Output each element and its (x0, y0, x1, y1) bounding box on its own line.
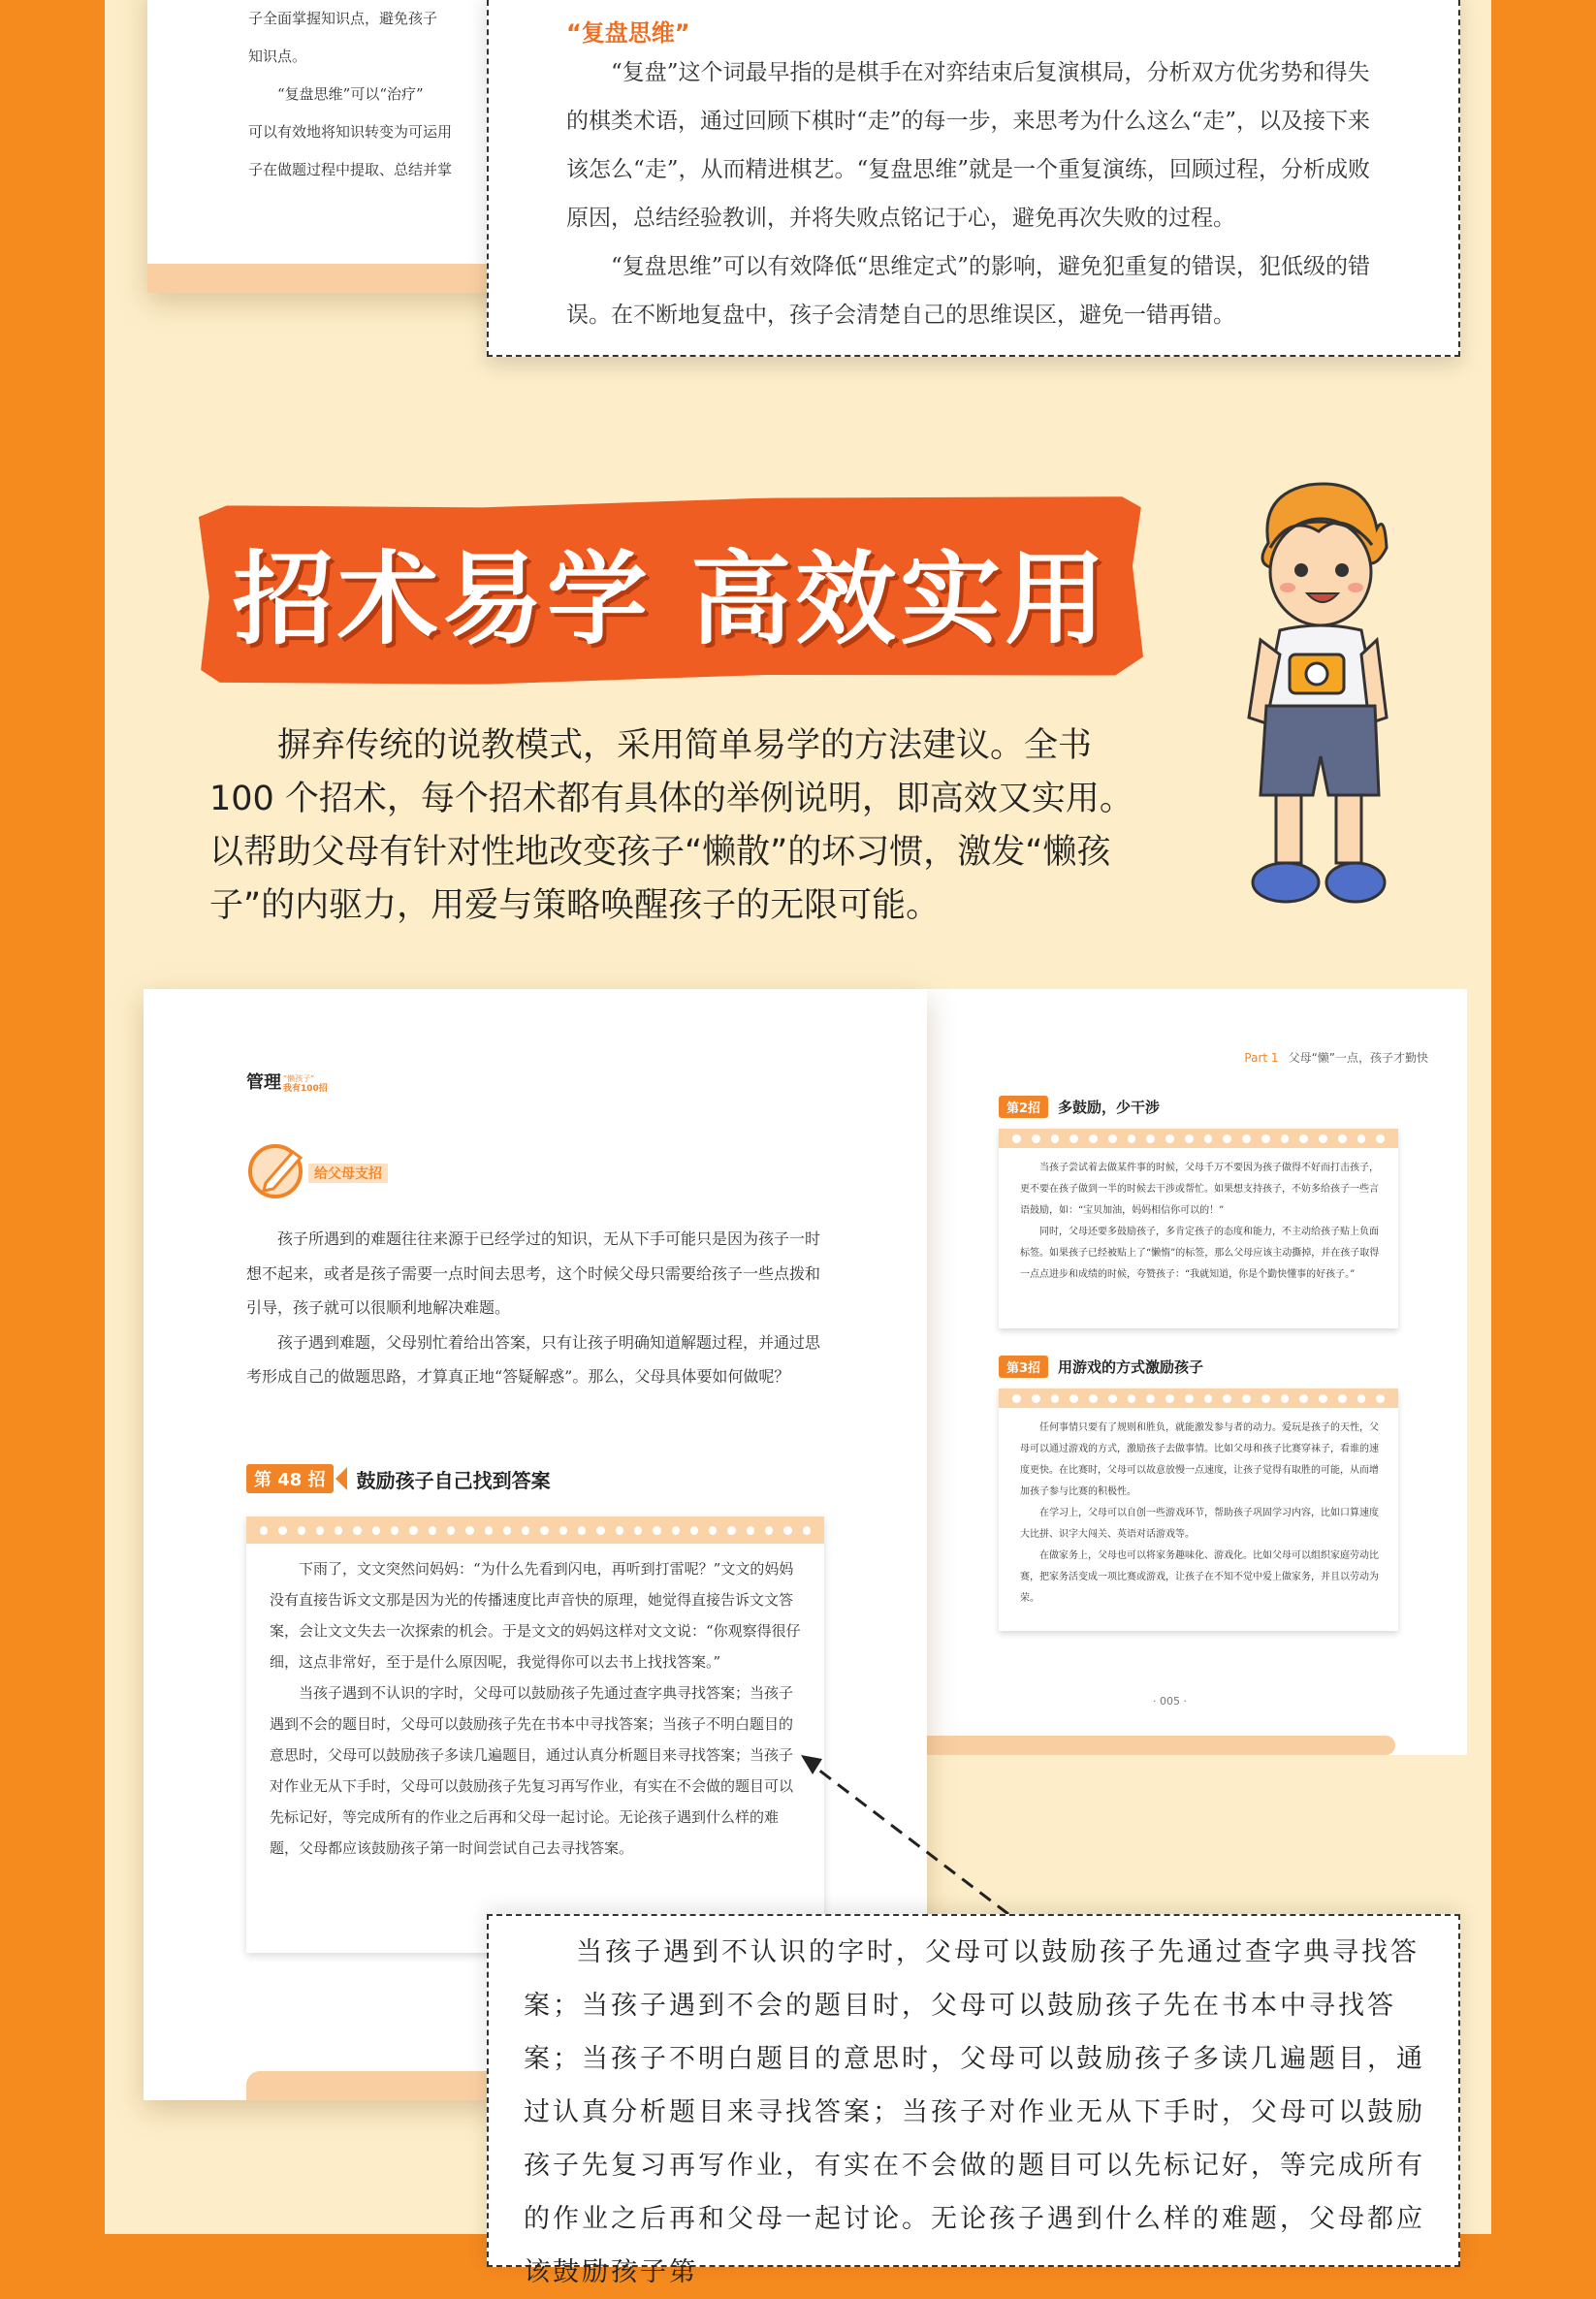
tip2-number: 第2招 (999, 1096, 1048, 1118)
feature-heading: 招术易学 高效实用 (232, 540, 1110, 658)
tip48-paragraph: 下雨了，文文突然问妈妈：“为什么先看到闪电，再听到打雷呢？”文文的妈妈没有直接告诉文文那是因为光的传播速度比声音快的原理，她觉得直接告诉文文答案，会让文文失去一次探索的机会。于是文文的妈妈这样对文文说：“你观察得很仔细，这点非常好，至于是什么原因呢，我觉得你可以去书上找找答案。” (270, 1560, 801, 1671)
callout-title: “复盘思维” (566, 19, 690, 47)
brand-small: “懒孩子” (283, 1074, 315, 1083)
section-badge-label: 给父母支招 (308, 1164, 388, 1183)
header-title: 父母“懒”一点，孩子才勤快 (1288, 1051, 1428, 1065)
intro-paragraph: 孩子所遇到的难题往往来源于已经学过的知识，无从下手可能只是因为孩子一时想不起来，或者是孩子需要一点时间去思考，这个时候父母只需要给孩子一些点拨和引导，孩子就可以很顺利地解决难题。 (246, 1229, 821, 1317)
left-page-line: 知识点。 (248, 48, 307, 65)
callout-paragraph: “复盘”这个词最早指的是棋手在对弈结束后复演棋局，分析双方优劣势和得失的棋类术语，通过回顾下棋时“走”的每一步，来思考为什么这么“走”，以及接下来该怎么“走”，从而精进棋艺。“复盘思维”就是一个重复演练，回顾过程，分析成败原因，总结经验教训，并将失败点铭记于心，避免再次失败的过程。 (566, 60, 1371, 231)
brand-sub: 我有100招 (283, 1084, 328, 1094)
tip3-paragraph: 任何事情只要有了规则和胜负，就能激发参与者的动力。爱玩是孩子的天性，父母可以通过游戏的方式，激励孩子去做事情。比如父母和孩子比赛穿袜子，看谁的速度更快。在比赛时，父母可以故意放慢一点速度，让孩子觉得有取胜的可能，从而增加孩子参与比赛的积极性。 (1020, 1422, 1379, 1497)
callout-box-bottom (487, 1914, 1460, 2287)
left-page-line: “复盘思维”可以“治疗” (277, 85, 424, 103)
tip48-paragraph: 当孩子遇到不认识的字时，父母可以鼓励孩子先通过查字典寻找答案；当孩子遇到不会的题目时，父母可以鼓励孩子先在书本中寻找答案；当孩子不明白题目的意思时，父母可以鼓励孩子多读几遍题目，通过认真分析题目来寻找答案；当孩子对作业无从下手时，父母可以鼓励孩子先复习再写作业，有实在不会做的题目可以先标记好，等完成所有的作业之后再和父母一起讨论。无论孩子遇到什么样的难题，父母都应该鼓励孩子第一时间尝试自己去寻找答案。 (270, 1684, 794, 1857)
bottom-callout-text: 当孩子遇到不认识的字时，父母可以鼓励孩子先通过查字典寻找答案；当孩子遇到不会的题目时，父母可以鼓励孩子先在书本中寻找答案；当孩子不明白题目的意思时，父母可以鼓励孩子多读几遍题目，通过认真分析题目来寻找答案；当孩子对作业无从下手时，父母可以鼓励孩子先复习再写作业，有实在不会做的题目可以先标记好，等完成所有的作业之后再和父母一起讨论。无论孩子遇到什么样的难题，父母都应该鼓励孩子第 (524, 1937, 1425, 2287)
tip3-paragraph: 在学习上，父母可以自创一些游戏环节，帮助孩子巩固学习内容，比如口算速度大比拼、识字大闯关、英语对话游戏等。 (1020, 1508, 1379, 1540)
tip48-title: 鼓励孩子自己找到答案 (356, 1468, 551, 1492)
tip2-paragraph: 当孩子尝试着去做某件事的时候，父母千万不要因为孩子做得不好而打击孩子，更不要在孩子做到一半的时候去干涉或帮忙。如果想支持孩子，不妨多给孩子一些言语鼓励，如：“宝贝加油，妈妈相信你可以的！” (1020, 1163, 1379, 1216)
tip2-title: 多鼓励，少干涉 (1058, 1099, 1161, 1116)
header-part: Part 1 (1244, 1051, 1279, 1065)
page-number: · 005 · (1153, 1695, 1187, 1708)
tip3-title: 用游戏的方式激励孩子 (1058, 1358, 1204, 1376)
left-page-line: 子在做题过程中提取、总结并掌 (248, 161, 453, 178)
tip3-number: 第3招 (999, 1356, 1048, 1378)
tip2-paragraph: 同时，父母还要多鼓励孩子，多肯定孩子的态度和能力，不主动给孩子贴上负面标签。如果孩子已经被贴上了“懒惰”的标签，那么父母应该主动撕掉，并在孩子取得一点点进步和成绩的时候，夸赞孩子：“我就知道，你是个勤快懂事的好孩子。” (1020, 1227, 1380, 1280)
tip48-number: 第 48 招 (246, 1464, 334, 1493)
intro-paragraph: 孩子遇到难题，父母别忙着给出答案，只有让孩子明确知道解题过程，并通过思考形成自己的做题思路，才算真正地“答疑解惑”。那么，父母具体要如何做呢？ (246, 1332, 821, 1386)
tip3-paragraph: 在做家务上，父母也可以将家务趣味化、游戏化。比如父母可以组织家庭劳动比赛，把家务活变成一项比赛或游戏，让孩子在不知不觉中爱上做家务，并且以劳动为荣。 (1020, 1550, 1379, 1604)
left-page-line: 可以有效地将知识转变为可运用 (248, 123, 453, 141)
left-page-line: 子全面掌握知识点，避免孩子 (248, 10, 438, 27)
callout-paragraph: “复盘思维”可以有效降低“思维定式”的影响，避免犯重复的错误，犯低级的错误。在不断地复盘中，孩子会清楚自己的思维误区，避免一错再错。 (566, 254, 1371, 328)
brand-main: 管理 (246, 1072, 281, 1093)
feature-description: 摒弃传统的说教模式，采用简单易学的方法建议。全书 100 个招术，每个招术都有具体的举例说明，即高效又实用。以帮助父母有针对性地改变孩子“懒散”的坏习惯，激发“懒孩子”的内驱力，用爱与策略唤醒孩子的无限可能。 (209, 726, 1133, 925)
